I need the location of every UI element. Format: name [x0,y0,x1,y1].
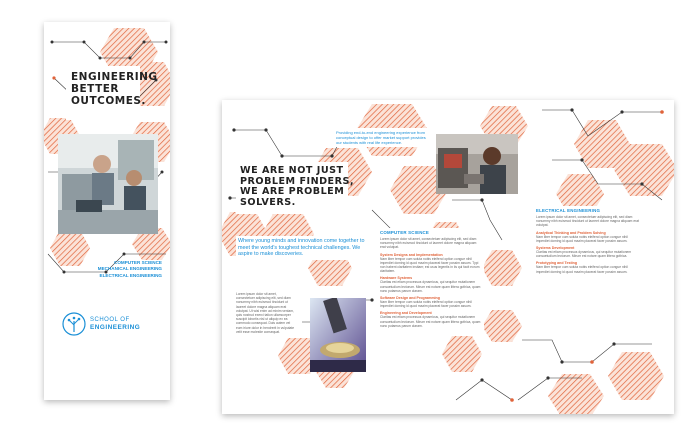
school-logo [62,312,162,340]
subsection-text: Nam liber tempor cum soluta nobis eleifend option congue nihil imperdiet doming id quod mazim placerat facer possim assum. [536,265,628,274]
computer-science-intro: Lorem ipsum dolor sit amet, consectetuer adipiscing elit, sed diam nonummy nibh euismod tincidunt ut laoreet dolore magna aliquam erat volutpat. [380,237,477,250]
front-brochure [44,22,170,400]
subsection-text: Nam liber tempor cum soluta nobis eleifend option congue nihil imperdiet doming id quod mazim placerat facer possim assum. [380,300,472,309]
computer-science-column [378,228,484,330]
tree-icon [62,312,86,336]
subsection-title: Hardware Systems [380,276,413,281]
front-headline-line: ENGINEERING [71,71,158,83]
front-headline-line: BETTER [71,82,119,95]
microscope-photo [310,298,366,372]
back-quote: Where young minds and innovation come together to meet the world's toughest technical challenges. We aspire to make discoveries. [236,236,370,260]
logo-line2: ENGINEERING [90,324,141,331]
electrical-engineering-title: ELECTRICAL ENGINEERING [536,208,601,213]
logo-line1: SCHOOL OF [90,317,130,323]
front-headline-line: OUTCOMES. [71,94,146,107]
back-body-text: Lorem ipsum dolor sit amet, consectetuer adipiscing elit, sed diam nonummy nibh euismod tincidunt ut laoreet dolore magna aliquam erat volutpat. Ut wisi enim ad minim veniam, quis nostrud exerci tation ullamcorper suscipit lobortis nisl ut aliquip ex ea commodo consequat. Duis autem vel eum iriure dolor in hendrerit in vulputate velit esse molestie consequat. [236,292,295,334]
engineers-lab-photo [58,134,158,234]
middle-headline-line: PROBLEM FINDERS, [240,175,355,187]
subsection-text: Nam liber tempor cum soluta nobis eleifend option congue nihil imperdiet doming id quod mazim placerat facer possim assum. [536,234,628,243]
subsection-title: Software Design and Programming [380,296,440,301]
electrical-engineering-intro: Lorem ipsum dolor sit amet, consectetuer adipiscing elit, sed diam nonummy nibh euismod tincidunt ut laoreet dolore magna aliquam erat volutpat. [536,215,639,228]
middle-headline-line: SOLVERS. [240,197,296,209]
subsection-text: Claritas est etiam processus dynamicus, qui sequitur mutationem consuetudium lectorum. Mirum est notare quam littera gothica. [536,250,632,259]
front-subjects [64,260,162,279]
inside-brochure [222,100,674,414]
subsection-text: Claritas est etiam processus dynamicus, qui sequitur mutationem consuetudium lectorum. Mirum est notare quam littera gothica, quam nunc putamus parum claram. [380,315,481,328]
subsection-title: Engineering and Development [380,311,432,316]
computer-science-title: COMPUTER SCIENCE [380,230,430,235]
electrical-engineering-column [534,206,644,276]
right-intro-quote: Providing end-to-end engineering experience from conceptual design to offer market support provides our students with real life experience. [334,128,434,147]
subsection-title: Analytical Thinking and Problem Solving [536,230,606,235]
middle-headline-line: WE ARE NOT JUST [240,165,344,176]
subsection-title: System Designs and Implementation [380,252,443,257]
subsection-text: Claritas est etiam processus dynamicus, qui sequitur mutationem consuetudium lectorum. Mirum est notare quam littera gothica, quam nunc putamus parum claram. [380,280,481,293]
middle-headline-line: WE ARE PROBLEM [240,186,345,198]
middle-headline [240,166,354,209]
subsection-text: Nam liber tempor cum soluta nobis eleifend option congue nihil imperdiet doming id quod mazim placerat facer possim assum. Typi non habent claritatem insitam; est usus legentis in iis qui facit eorum claritatem. [380,256,480,274]
subject-computer-science: COMPUTER SCIENCE [114,260,162,265]
engineer-machine-photo [436,134,518,194]
subsection-title: Systems Development [536,246,575,251]
subject-mechanical-engineering: MECHANICAL ENGINEERING [97,266,162,272]
subsection-title: Prototyping and Testing [536,261,578,266]
subject-electrical-engineering: ELECTRICAL ENGINEERING [99,272,162,278]
front-headline [71,72,158,107]
